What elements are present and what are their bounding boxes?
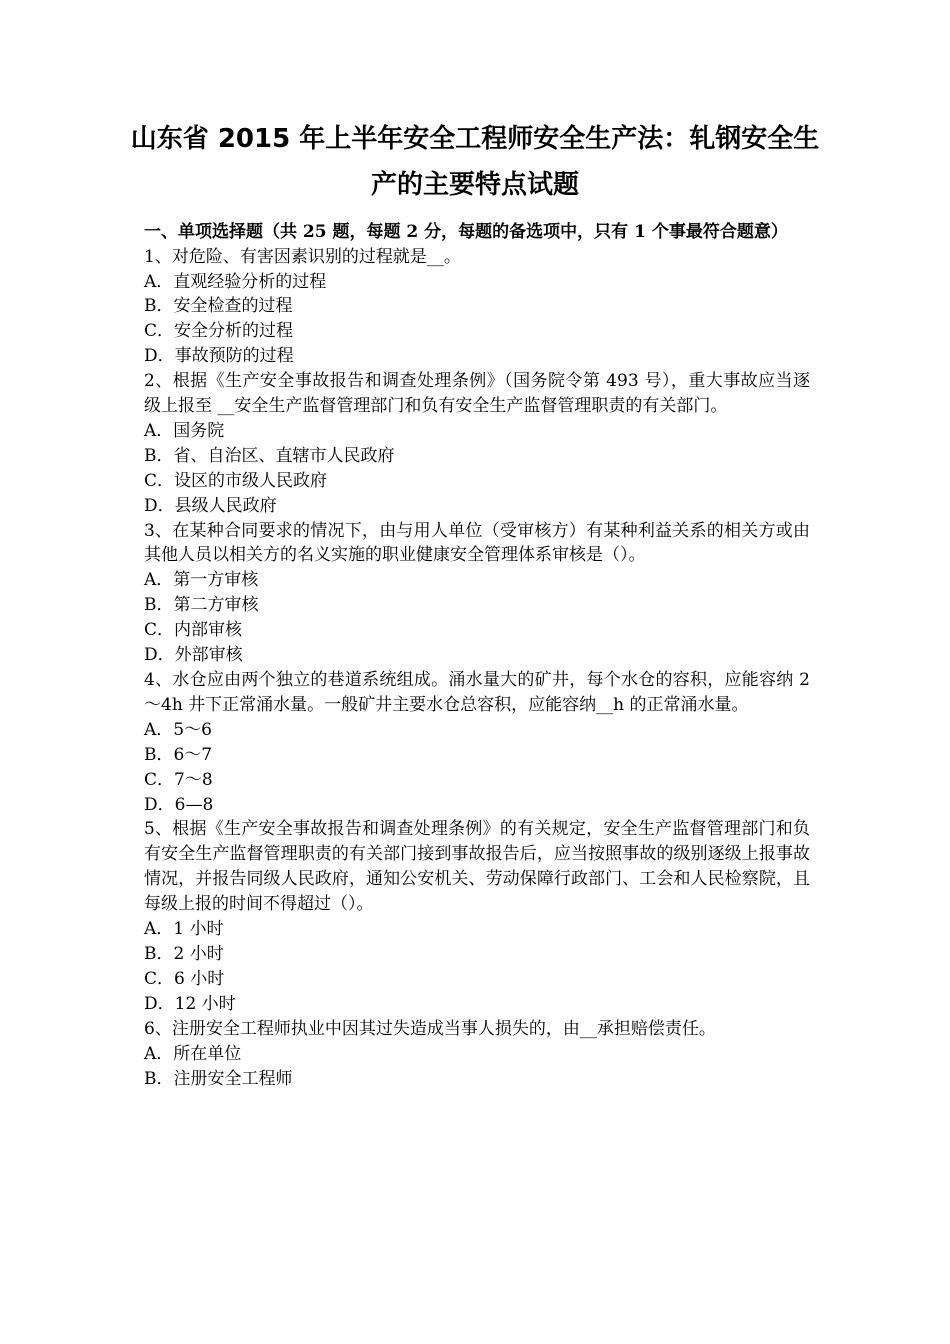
option-c: C．7～8 [144,769,213,790]
option-c: C．内部审核 [144,620,243,641]
option-a: A．直观经验分析的过程 [144,271,327,292]
question-text: 6、注册安全工程师执业中因其过失造成当事人损失的，由__承担赔偿责任。 [144,1018,716,1039]
option-c: C．安全分析的过程 [144,321,294,342]
option-d: D．事故预防的过程 [144,346,294,367]
option-a: A．所在单位 [144,1043,242,1064]
question-text: 1、对危险、有害因素识别的过程就是__。 [144,246,461,267]
question-text: 5、根据《生产安全事故报告和调查处理条例》的有关规定，安全生产监督管理部门和负有安全生产监督管理职责的有关部门接到事故报告后，应当按照事故的级别逐级上报事故情况，并报告同级人民政府，通知公安机关、劳动保障行政部门、工会和人民检察院，且每级上报的时间不得超过（）。 [144,819,810,915]
option-a: A．1 小时 [144,919,224,940]
document-body [144,220,810,1091]
option-d: D．6—8 [144,794,214,815]
question-text: 4、水仓应由两个独立的巷道系统组成。涌水量大的矿井，每个水仓的容积，应能容纳 2～4h 井下正常涌水量。一般矿井主要水仓总容积，应能容纳__h 的正常涌水量。 [144,670,810,715]
question-4 [144,668,810,817]
option-b: B．省、自治区、直辖市人民政府 [144,445,395,466]
question-3 [144,519,810,668]
option-a: A．第一方审核 [144,570,259,591]
question-2 [144,369,810,518]
option-a: A．国务院 [144,420,225,441]
option-b: B．注册安全工程师 [144,1068,293,1089]
document-title-line-2: 产的主要特点试题 [370,170,579,200]
option-d: D．县级人民政府 [144,495,277,516]
option-a: A．5～6 [144,719,212,740]
option-d: D．外部审核 [144,645,243,666]
option-b: B．安全检查的过程 [144,296,293,317]
question-text: 2、根据《生产安全事故报告和调查处理条例》（国务院令第 493 号），重大事故应当逐级上报至 __安全生产监督管理部门和负有安全生产监督管理职责的有关部门。 [144,371,810,417]
option-b: B．2 小时 [144,943,224,964]
question-5 [144,817,810,1016]
option-d: D．12 小时 [144,993,236,1014]
option-b: B．第二方审核 [144,595,259,616]
question-text: 3、在某种合同要求的情况下，由与用人单位（受审核方）有某种利益关系的相关方或由其他人员以相关方的名义实施的职业健康安全管理体系审核是（）。 [144,520,810,566]
option-c: C．6 小时 [144,968,225,989]
question-1 [144,245,810,370]
document-title-line-1: 山东省 2015 年上半年安全工程师安全生产法：轧钢安全生 [130,124,820,154]
option-c: C．设区的市级人民政府 [144,470,328,491]
section-heading: 一、单项选择题（共 25 题，每题 2 分，每题的备选项中，只有 1 个事最符合题意） [144,222,788,242]
question-6 [144,1017,810,1092]
option-b: B．6～7 [144,744,213,765]
